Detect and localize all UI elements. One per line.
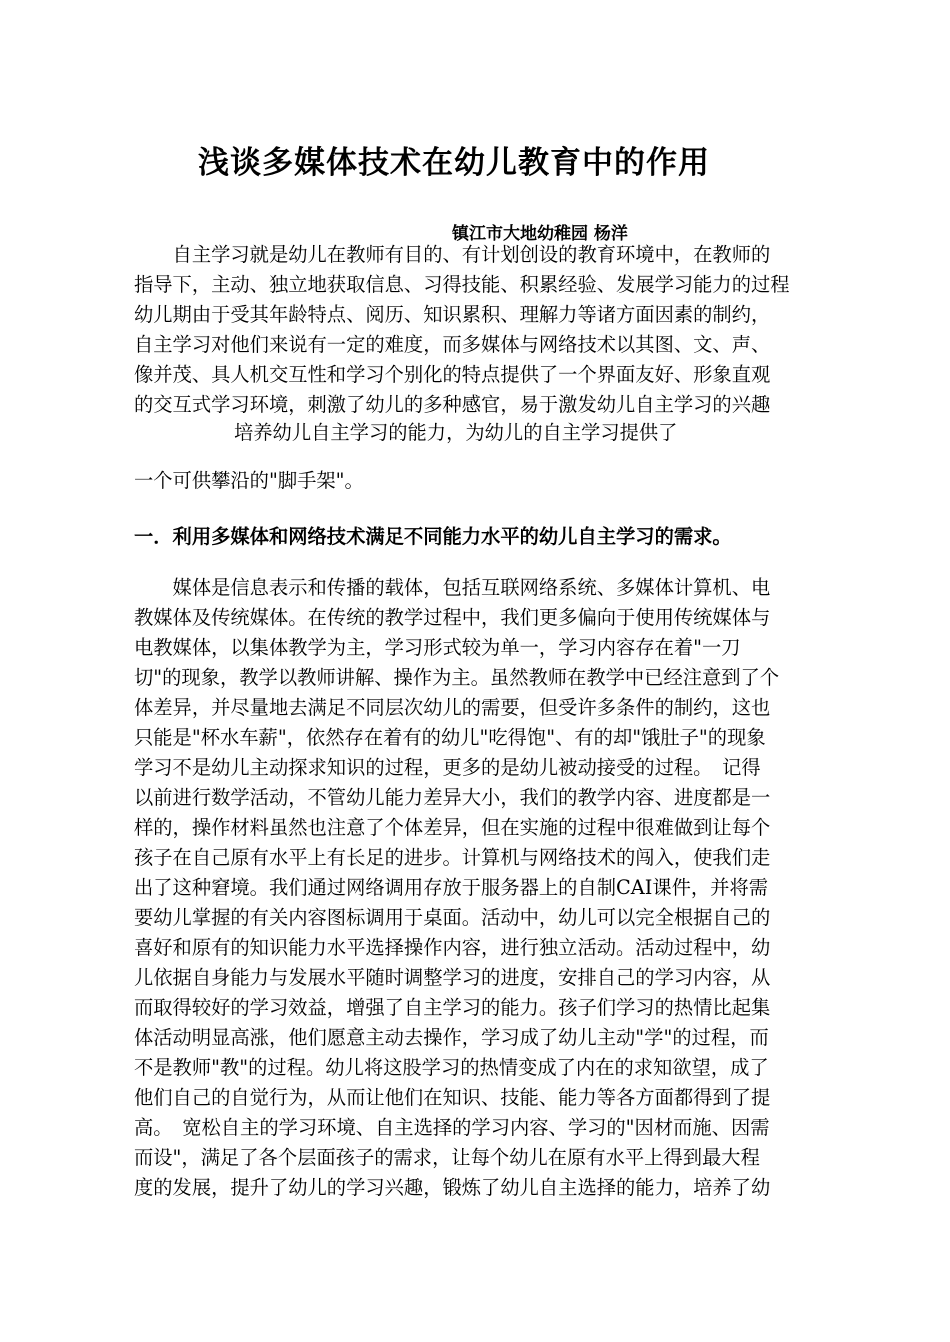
body-line: 他们自己的自觉行为，从而让他们在知识、技能、能力等各方面都得到了提	[134, 1086, 771, 1109]
body-line: 体差异，并尽量地去满足不同层次幼儿的需要，但受许多条件的制约，这也	[134, 696, 771, 719]
section-heading: 一．利用多媒体和网络技术满足不同能力水平的幼儿自主学习的需求。	[134, 525, 732, 548]
body-line: 媒体是信息表示和传播的载体，包括互联网络系统、多媒体计算机、电	[134, 576, 771, 599]
intro-line: 幼儿期由于受其年龄特点、阅历、知识累积、理解力等诸方面因素的制约，	[134, 303, 771, 326]
intro-line: 自主学习对他们来说有一定的难度，而多媒体与网络技术以其图、文、声、	[134, 333, 771, 356]
intro-line: 培养幼儿自主学习的能力，为幼儿的自主学习提供了	[234, 421, 678, 444]
body-line: 教媒体及传统媒体。在传统的教学过程中，我们更多偏向于使用传统媒体与	[134, 606, 771, 629]
author-line: 镇江市大地幼稚园 杨洋	[452, 224, 628, 244]
body-line: 电教媒体，以集体教学为主，学习形式较为单一，学习内容存在着"一刀	[134, 636, 741, 659]
intro-line: 的交互式学习环境，刺激了幼儿的多种感官，易于激发幼儿自主学习的兴趣	[134, 393, 771, 416]
body-line: 要幼儿掌握的有关内容图标调用于桌面。活动中，幼儿可以完全根据自己的	[134, 906, 771, 929]
body-line: 学习不是幼儿主动探求知识的过程，更多的是幼儿被动接受的过程。 记得	[134, 756, 761, 779]
body-line: 度的发展，提升了幼儿的学习兴趣，锻炼了幼儿自主选择的能力，培养了幼	[134, 1176, 771, 1199]
body-line: 儿依据自身能力与发展水平随时调整学习的进度，安排自己的学习内容，从	[134, 966, 771, 989]
body-line: 体活动明显高涨，他们愿意主动去操作，学习成了幼儿主动"学"的过程，而	[134, 1026, 769, 1049]
intro-line: 自主学习就是幼儿在教师有目的、有计划创设的教育环境中，在教师的	[134, 243, 771, 266]
body-line: 样的，操作材料虽然也注意了个体差异，但在实施的过程中很难做到让每个	[134, 816, 771, 839]
body-line: 只能是"杯水车薪"，依然存在着有的幼儿"吃得饱"、有的却"饿肚子"的现象	[134, 726, 766, 749]
intro-line: 指导下，主动、独立地获取信息、习得技能、积累经验、发展学习能力的过程	[134, 273, 790, 296]
body-line: 出了这种窘境。我们通过网络调用存放于服务器上的自制CAI课件，并将需	[134, 876, 769, 899]
document-title: 浅谈多媒体技术在幼儿教育中的作用	[198, 145, 710, 181]
body-line: 以前进行数学活动，不管幼儿能力差异大小，我们的教学内容、进度都是一	[134, 786, 771, 809]
body-line: 切"的现象，教学以教师讲解、操作为主。虽然教师在教学中已经注意到了个	[134, 666, 780, 689]
body-line: 孩子在自己原有水平上有长足的进步。计算机与网络技术的闯入，使我们走	[134, 846, 771, 869]
intro-line: 像并茂、具人机交互性和学习个别化的特点提供了一个界面友好、形象直观	[134, 363, 771, 386]
body-line: 不是教师"教"的过程。幼儿将这股学习的热情变成了内在的求知欲望，成了	[134, 1056, 769, 1079]
body-line: 而设"，满足了各个层面孩子的需求，让每个幼儿在原有水平上得到最大程	[134, 1146, 760, 1169]
intro-line: 一个可供攀沿的"脚手架"。	[134, 469, 364, 492]
body-line: 喜好和原有的知识能力水平选择操作内容，进行独立活动。活动过程中，幼	[134, 936, 771, 959]
body-line: 高。 宽松自主的学习环境、自主选择的学习内容、学习的"因材而施、因需	[134, 1116, 770, 1139]
body-line: 而取得较好的学习效益，增强了自主学习的能力。孩子们学习的热情比起集	[134, 996, 771, 1019]
